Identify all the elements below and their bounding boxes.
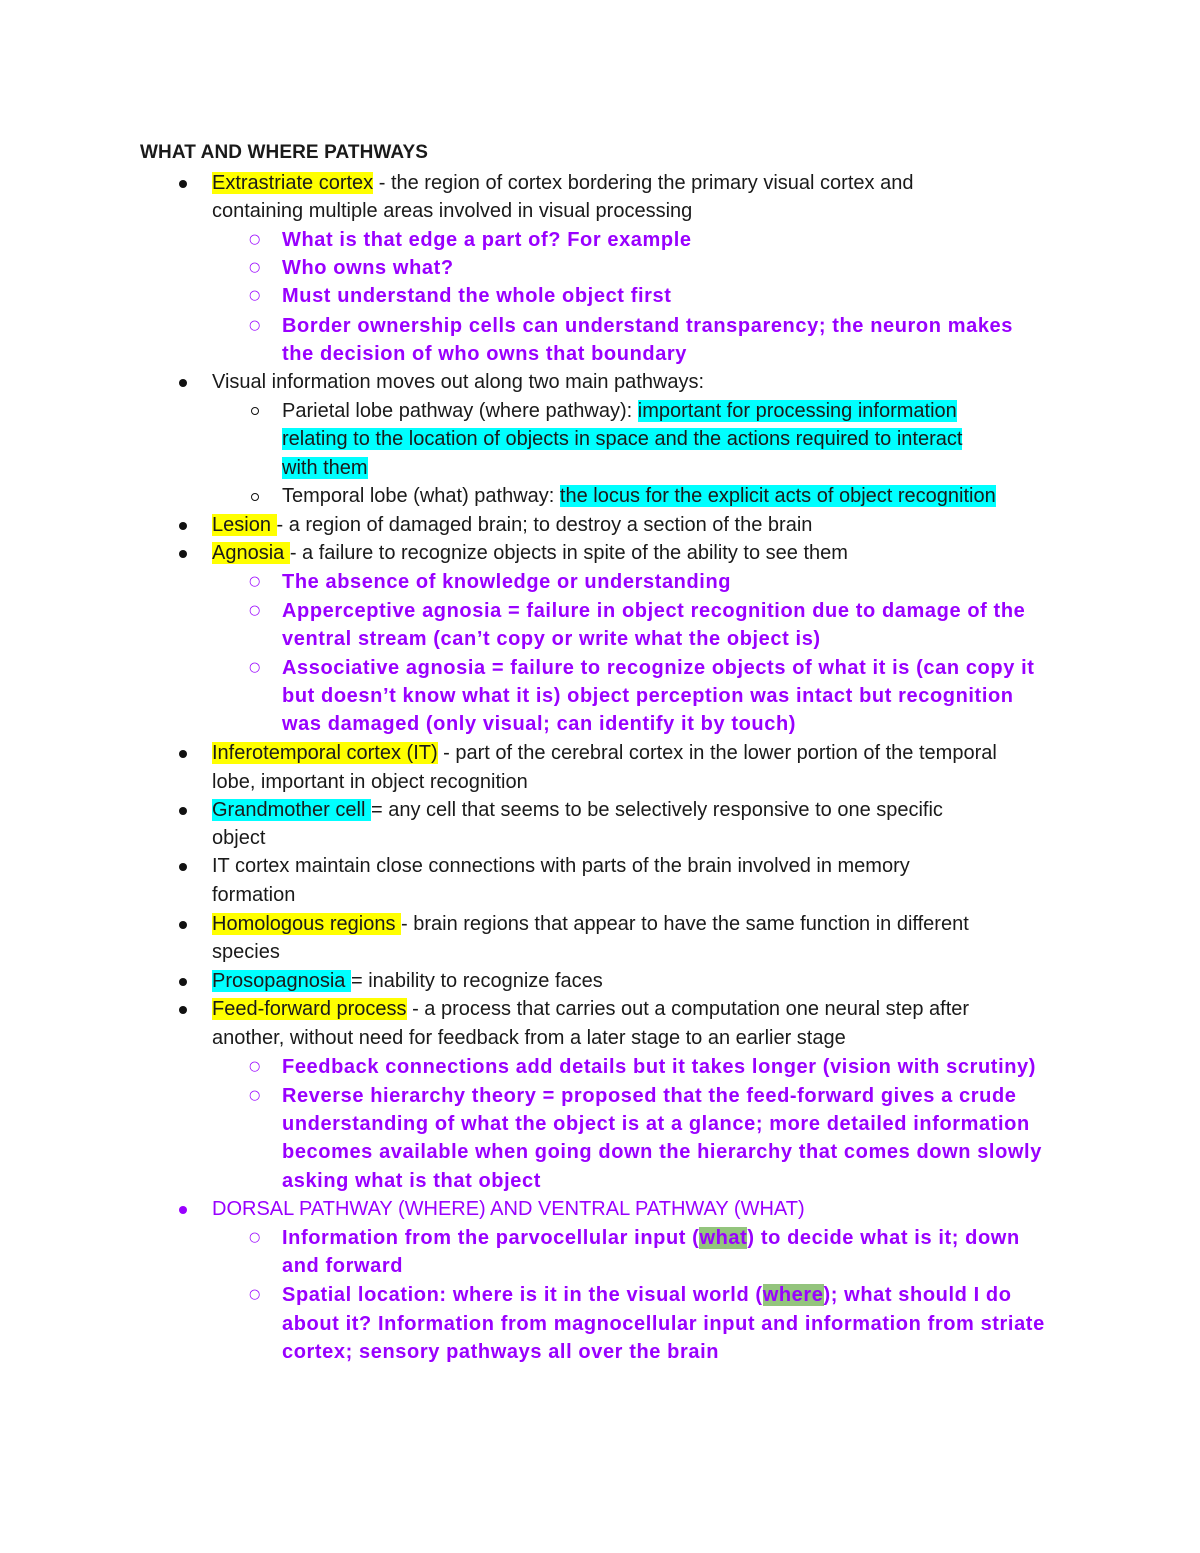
list-item-continued: containing multiple areas involved in visual processing: [212, 200, 693, 222]
sub-note-continued: understanding of what the object is at a glance; more detailed information: [282, 1113, 1030, 1135]
bullet-icon: [179, 921, 187, 929]
list-item: [212, 910, 969, 938]
sub-note: Apperceptive agnosia = failure in object recognition due to damage of the: [282, 600, 1026, 622]
hollow-circle-icon: [251, 407, 259, 415]
highlighted-text: the locus for the explicit acts of object recognition: [559, 485, 996, 507]
sub-note: [282, 1224, 1020, 1252]
circle-dash-icon: ○: [249, 260, 261, 275]
list-item-continued: lobe, important in object recognition: [212, 771, 528, 793]
sub-note: Must understand the whole object first: [282, 285, 672, 307]
list-item: [212, 169, 913, 197]
highlighted-text: where: [762, 1284, 824, 1306]
bullet-icon: [179, 180, 187, 188]
term-inferotemporal-cortex: Inferotemporal cortex (IT): [212, 742, 438, 764]
sub-note-continued: but doesn’t know what it is) object perception was intact but recognition: [282, 685, 1014, 707]
sub-item-continued: [282, 454, 368, 482]
definition-text: - part of the cerebral cortex in the lower portion of the temporal: [437, 742, 997, 764]
definition-text: - a failure to recognize objects in spite of the ability to see them: [289, 542, 848, 564]
circle-dash-icon: ○: [249, 1230, 261, 1245]
term-feed-forward-process: Feed-forward process: [212, 998, 407, 1020]
definition-text: - a region of damaged brain; to destroy a section of the brain: [276, 514, 813, 536]
sub-note-continued: asking what is that object: [282, 1170, 541, 1192]
circle-dash-icon: ○: [249, 1059, 261, 1074]
hollow-circle-icon: [251, 493, 259, 501]
sub-note: Reverse hierarchy theory = proposed that the feed-forward gives a crude: [282, 1085, 1017, 1107]
list-item: [212, 995, 969, 1023]
definition-text: - the region of cortex bordering the primary visual cortex and: [373, 172, 914, 194]
page-title: WHAT AND WHERE PATHWAYS: [140, 142, 428, 163]
definition-text: = any cell that seems to be selectively responsive to one specific: [370, 799, 943, 821]
highlighted-text: relating to the location of objects in space and the actions required to interact: [282, 428, 963, 450]
list-item: Visual information moves out along two main pathways:: [212, 371, 705, 393]
bullet-icon: [179, 1206, 187, 1214]
sub-item-temporal: [282, 482, 996, 510]
circle-dash-icon: ○: [249, 232, 261, 247]
term-homologous-regions: Homologous regions: [212, 913, 401, 935]
list-item-continued: formation: [212, 884, 296, 906]
sub-note-continued: cortex; sensory pathways all over the brain: [282, 1341, 720, 1363]
sub-note-continued: was damaged (only visual; can identify it by touch): [282, 713, 797, 735]
term-lesion: Lesion: [212, 514, 277, 536]
list-item: [212, 539, 848, 567]
bullet-icon: [179, 379, 187, 387]
note-text: Information from the parvocellular input (: [282, 1227, 700, 1249]
highlighted-text: with them: [282, 457, 368, 479]
pathway-label: Temporal lobe (what) pathway:: [282, 485, 560, 507]
sub-note: Border ownership cells can understand transparency; the neuron makes: [282, 315, 1013, 337]
note-text: Spatial location: where is it in the visual world (: [282, 1284, 763, 1306]
sub-note: Feedback connections add details but it takes longer (vision with scrutiny): [282, 1056, 1037, 1078]
definition-text: - brain regions that appear to have the same function in different: [401, 913, 969, 935]
list-item-continued: another, without need for feedback from a later stage to an earlier stage: [212, 1027, 846, 1049]
bullet-icon: [179, 978, 187, 986]
bullet-icon: [179, 1006, 187, 1014]
pathway-label: Parietal lobe pathway (where pathway):: [282, 400, 638, 422]
list-item: [212, 967, 603, 995]
highlighted-text: what: [699, 1227, 748, 1249]
sub-item-parietal: [282, 397, 957, 425]
circle-dash-icon: ○: [249, 318, 261, 333]
sub-note: Associative agnosia = failure to recognize objects of what it is (can copy it: [282, 657, 1035, 679]
circle-dash-icon: ○: [249, 603, 261, 618]
list-item: [212, 796, 943, 824]
sub-note-continued: and forward: [282, 1255, 404, 1277]
sub-note-continued: ventral stream (can’t copy or write what the object is): [282, 628, 821, 650]
sub-note: What is that edge a part of? For example: [282, 229, 692, 251]
bullet-icon: [179, 863, 187, 871]
sub-note: [282, 1281, 1012, 1309]
list-item: [212, 739, 997, 767]
note-text: ); what should I do: [823, 1284, 1012, 1306]
circle-dash-icon: ○: [249, 1088, 261, 1103]
term-grandmother-cell: Grandmother cell: [212, 799, 371, 821]
circle-dash-icon: ○: [249, 660, 261, 675]
term-agnosia: Agnosia: [212, 542, 290, 564]
list-item: [212, 511, 812, 539]
bullet-icon: [179, 807, 187, 815]
bullet-icon: [179, 522, 187, 530]
highlighted-text: important for processing information: [637, 400, 957, 422]
list-item-continued: species: [212, 941, 280, 963]
note-text: ) to decide what is it; down: [747, 1227, 1020, 1249]
circle-dash-icon: ○: [249, 574, 261, 589]
sub-note-continued: about it? Information from magnocellular input and information from striate: [282, 1313, 1045, 1335]
term-extrastriate-cortex: Extrastriate cortex: [212, 172, 374, 194]
bullet-icon: [179, 750, 187, 758]
sub-note-continued: the decision of who owns that boundary: [282, 343, 688, 365]
circle-dash-icon: ○: [249, 1287, 261, 1302]
term-prosopagnosia: Prosopagnosia: [212, 970, 351, 992]
list-item: IT cortex maintain close connections with parts of the brain involved in memory: [212, 855, 910, 877]
sub-note-continued: becomes available when going down the hierarchy that comes down slowly: [282, 1141, 1042, 1163]
definition-text: - a process that carries out a computation one neural step after: [406, 998, 970, 1020]
list-item-heading: DORSAL PATHWAY (WHERE) AND VENTRAL PATHWAY (WHAT): [212, 1198, 805, 1220]
bullet-icon: [179, 550, 187, 558]
sub-note: Who owns what?: [282, 257, 454, 279]
sub-item-continued: [282, 425, 962, 453]
sub-note: The absence of knowledge or understanding: [282, 571, 732, 593]
list-item-continued: object: [212, 827, 266, 849]
definition-text: = inability to recognize faces: [350, 970, 603, 992]
circle-dash-icon: ○: [249, 288, 261, 303]
